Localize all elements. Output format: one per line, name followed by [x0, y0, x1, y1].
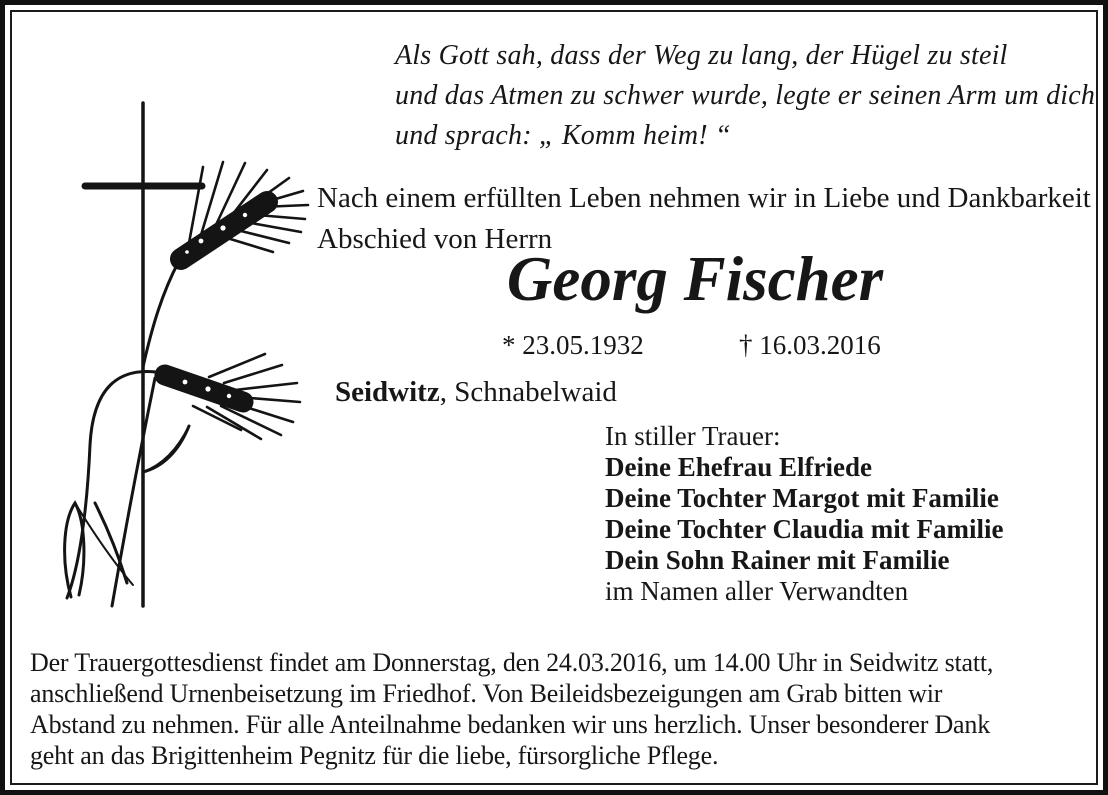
funeral-details-line: anschließend Urnenbeisetzung im Friedhof. Von Beileidsbezeigungen am Grab bitten wir [30, 679, 943, 708]
verse [395, 36, 1095, 156]
introduction-line: Abschied von Herrn [317, 223, 553, 255]
mourner-entry: Deine Tochter Margot mit Familie [605, 483, 999, 513]
mourner-entry: Deine Ehefrau Elfriede [605, 452, 872, 482]
deceased-name: Georg Fischer [506, 244, 884, 314]
life-dates [5, 330, 1108, 370]
verse-line: und sprach: „ Komm heim! “ [395, 120, 731, 151]
funeral-details-line: Der Trauergottesdienst findet am Donnerstag, den 24.03.2016, um 14.00 Uhr in Seidwitz statt, [30, 648, 994, 677]
death-date: † 16.03.2016 [739, 330, 881, 360]
birth-date: * 23.05.1932 [502, 330, 644, 360]
mourner-entry: Dein Sohn Rainer mit Familie [605, 545, 950, 575]
verse-line: und das Atmen zu schwer wurde, legte er seinen Arm um dich [395, 80, 1096, 111]
place-line [335, 376, 617, 409]
funeral-details-line: Abstand zu nehmen. Für alle Anteilnahme bedanken wir uns herzlich. Unser besonderer Dank [30, 710, 990, 739]
mourner-entry: Deine Tochter Claudia mit Familie [605, 514, 1004, 544]
place-primary: Seidwitz [335, 376, 440, 408]
mourners-footer: im Namen aller Verwandten [605, 576, 909, 606]
mourners-block [605, 421, 1004, 607]
mourners-header: In stiller Trauer: [605, 421, 781, 451]
funeral-details-line: geht an das Brigittenheim Pegnitz für die liebe, fürsorgliche Pflege. [30, 741, 719, 770]
introduction-line: Nach einem erfüllten Leben nehmen wir in Liebe und Dankbarkeit [317, 182, 1091, 214]
funeral-details [30, 647, 993, 771]
verse-line: Als Gott sah, dass der Weg zu lang, der Hügel zu steil [395, 40, 1008, 71]
place-secondary: , Schnabelwaid [439, 376, 617, 408]
